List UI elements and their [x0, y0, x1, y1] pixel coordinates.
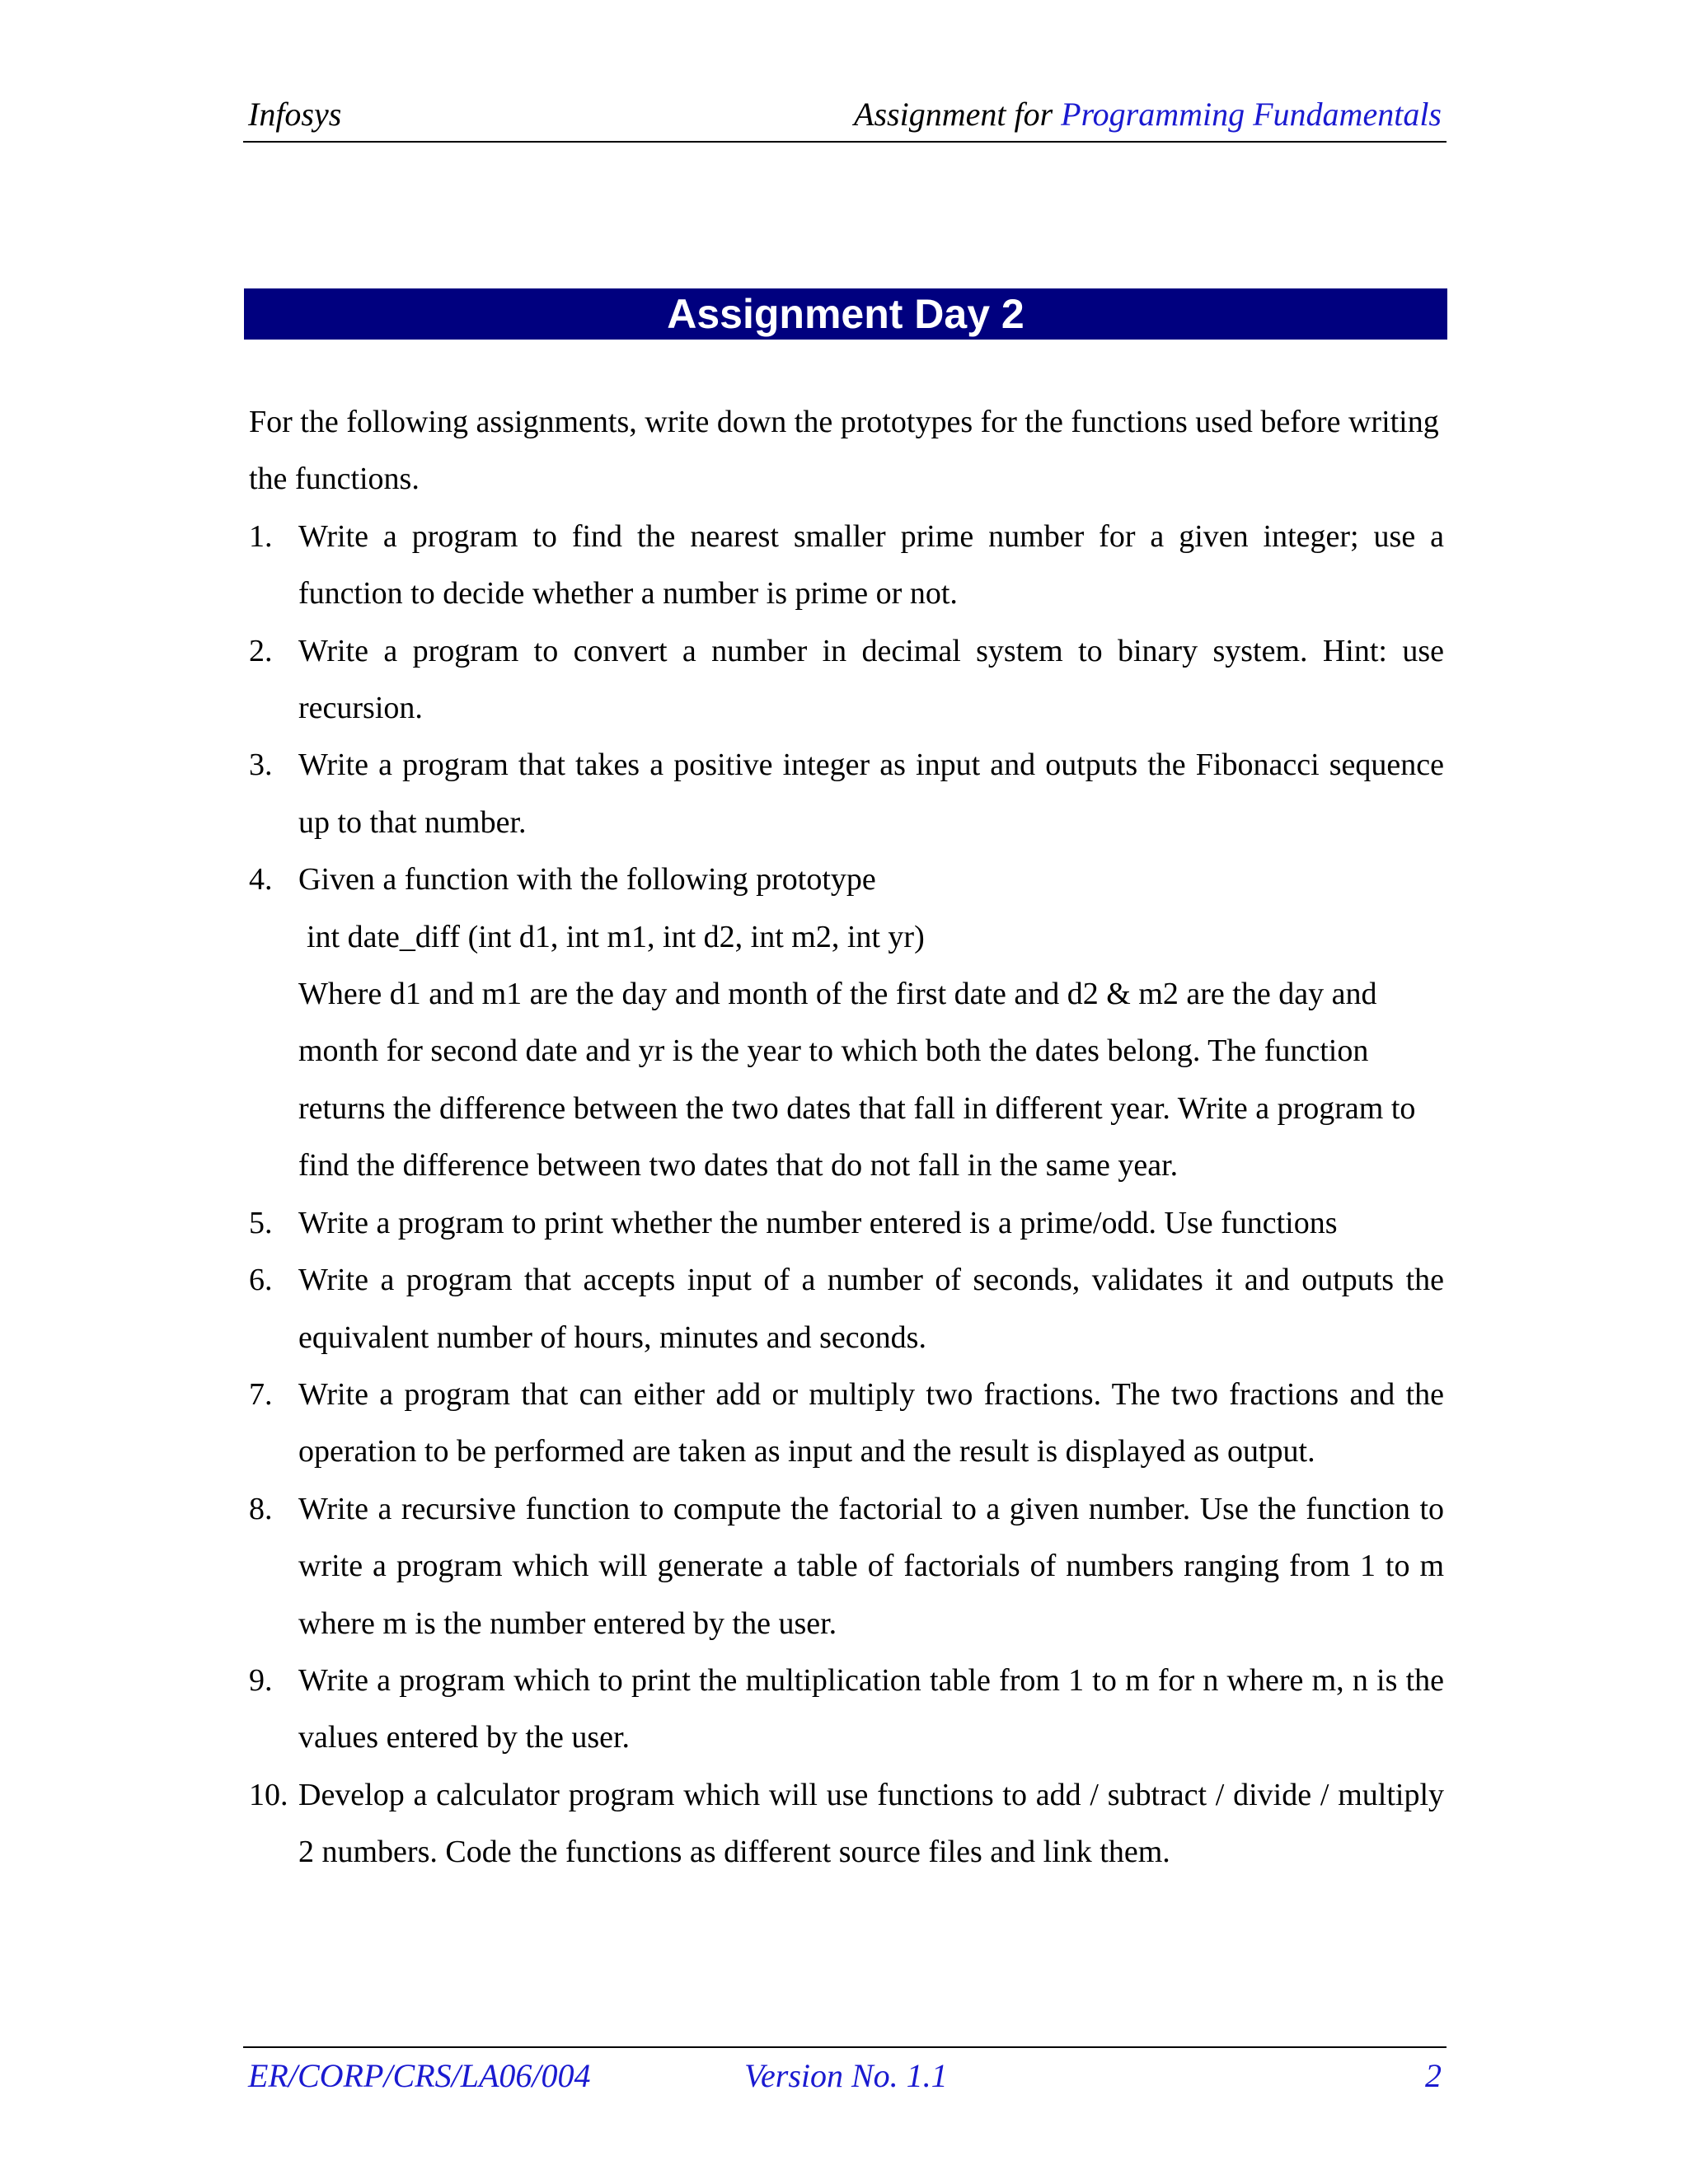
- question-number: 5.: [249, 1205, 273, 1240]
- question-number: 6.: [249, 1263, 273, 1298]
- question-text: Write a recursive function to compute the factorial to a given number. Use the function to write a program which will generate a table of factorials of numbers ranging from 1 to m where m is the number entered by the user.: [298, 1491, 1444, 1641]
- footer-version: Version No. 1.1: [744, 2057, 948, 2094]
- intro-paragraph: For the following assignments, write down the prototypes for the functions used before writing the functions.: [249, 405, 1439, 497]
- question-text: Write a program which to print the multiplication table from 1 to m for n where m, n is the values entered by the user.: [298, 1662, 1444, 1755]
- question-item-9: [249, 1652, 1444, 1767]
- question-item-7: [249, 1366, 1444, 1481]
- question-number: 8.: [249, 1491, 273, 1526]
- question-number: 2.: [249, 633, 273, 668]
- header-course-name: Programming Fundamentals: [1061, 96, 1442, 133]
- footer-doc-id: ER/CORP/CRS/LA06/004: [248, 2057, 591, 2094]
- question-number: 7.: [249, 1376, 273, 1412]
- header-course: [854, 95, 1442, 134]
- question-item-1: [249, 509, 1444, 623]
- page-footer: [243, 2046, 1447, 2097]
- question-item-3: [249, 737, 1444, 851]
- function-prototype: int date_diff (int d1, int m1, int d2, int m2, int yr): [307, 919, 925, 954]
- question-number: 9.: [249, 1662, 273, 1698]
- question-number: 1.: [249, 518, 273, 554]
- question-text: Given a function with the following prototype: [298, 862, 876, 898]
- question-item-5: [249, 1195, 1444, 1252]
- footer-page-number: 2: [1425, 2057, 1442, 2094]
- question-text: Write a program to find the nearest smaller prime number for a given integer; use a function to decide whether a number is prime or not.: [298, 518, 1444, 612]
- question-text: Develop a calculator program which will use functions to add / subtract / divide / multiply 2 numbers. Code the functions as different source files and link them.: [298, 1777, 1444, 1870]
- document-body: [249, 394, 1444, 1882]
- header-course-prefix: Assignment for: [854, 96, 1062, 133]
- question-text: Write a program to print whether the number entered is a prime/odd. Use functions: [298, 1205, 1338, 1240]
- question-item-4: [249, 851, 1444, 1194]
- question-number: 3.: [249, 748, 273, 783]
- question-text: Write a program to convert a number in decimal system to binary system. Hint: use recursion.: [298, 633, 1444, 726]
- question-detail: Where d1 and m1 are the day and month of the first date and d2 & m2 are the day and month for second date and yr is the year to which both the dates belong. The function returns the difference between the two dates that fall in different year. Write a program to find the difference between two dates that do not fall in the same year.: [298, 977, 1416, 1183]
- question-list: [249, 509, 1444, 1882]
- question-item-2: [249, 623, 1444, 738]
- question-number: 10.: [249, 1777, 288, 1812]
- question-item-6: [249, 1252, 1444, 1366]
- question-text: Write a program that can either add or multiply two fractions. The two fractions and the operation to be performed are taken as input and the result is displayed as output.: [298, 1376, 1444, 1469]
- question-text: Write a program that accepts input of a number of seconds, validates it and outputs the equivalent number of hours, minutes and seconds.: [298, 1263, 1444, 1355]
- page-header: [243, 95, 1447, 143]
- page-title: Assignment Day 2: [244, 288, 1447, 340]
- question-item-10: [249, 1767, 1444, 1882]
- question-number: 4.: [249, 862, 273, 898]
- question-item-8: [249, 1481, 1444, 1652]
- header-company: Infosys: [248, 96, 342, 133]
- question-text: Write a program that takes a positive integer as input and outputs the Fibonacci sequence up to that number.: [298, 748, 1444, 840]
